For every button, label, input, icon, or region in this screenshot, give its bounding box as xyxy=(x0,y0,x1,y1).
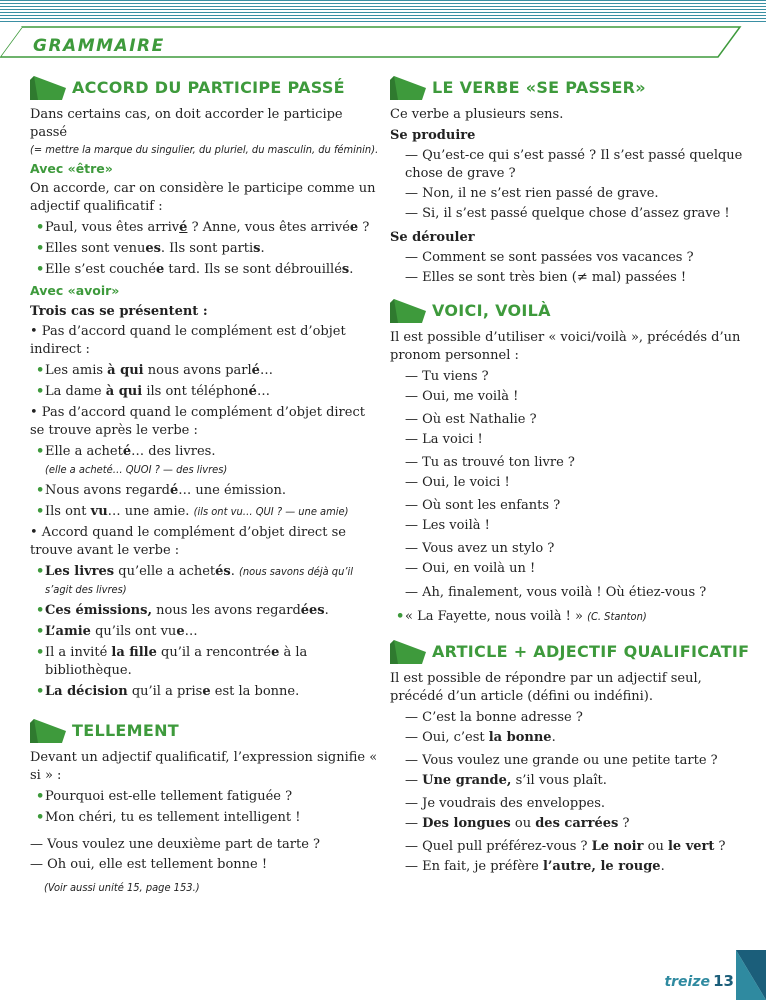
list-item: • Mon chéri, tu es tellement intelligent ! xyxy=(36,810,301,825)
subheading: Avec «être» xyxy=(30,161,113,176)
dialog-pair: — Où est Nathalie ? — La voici ! xyxy=(405,412,537,447)
section-header-article xyxy=(390,640,750,664)
dialog-line: — Si, il s’est passé quelque chose d’assez grave ! xyxy=(405,206,730,221)
paragraph: Ce verbe a plusieurs sens. xyxy=(390,107,564,122)
list-item: • Les amis à qui nous avons parlé… xyxy=(36,363,273,378)
subheading-bold: Se dérouler xyxy=(390,230,475,245)
paragraph: Il est possible d’utiliser « voici/voilà », précédés d’un pronom personnel : xyxy=(390,330,741,363)
list-item: • Il a invité la fille qu’il a rencontrée à la bibliothèque. xyxy=(36,645,308,678)
page-footer xyxy=(646,930,766,1000)
dialog-pair: — Tu as trouvé ton livre ? — Oui, le voici ! xyxy=(405,455,575,490)
dialog-line: — Oh oui, elle est tellement bonne ! xyxy=(30,857,268,872)
dialog-line: — Comment se sont passées vos vacances ? xyxy=(405,250,694,265)
green-flag-icon xyxy=(390,299,426,323)
section-title: TELLEMENT xyxy=(72,721,180,740)
section-header-tellement xyxy=(30,719,380,743)
dialog-line: — Qu’est-ce qui s’est passé ? Il s’est passé quelque chose de grave ? xyxy=(405,148,743,181)
section-title: VOICI, VOILÀ xyxy=(432,301,551,320)
page-title: GRAMMAIRE xyxy=(33,36,165,56)
section-title: LE VERBE «SE PASSER» xyxy=(432,78,646,97)
left-column xyxy=(30,74,380,895)
dialog-pair: — Tu viens ? — Oui, me voilà ! xyxy=(405,369,519,404)
dialog-pair: — Où sont les enfants ? — Les voilà ! xyxy=(405,498,561,533)
section-title: ARTICLE + ADJECTIF QUALIFICATIF xyxy=(432,642,750,661)
list-item: • Nous avons regardé… une émission. xyxy=(36,483,286,498)
subheading: Avec «avoir» xyxy=(30,283,120,298)
list-item: • Elle s’est couchée tard. Ils se sont débrouillés. xyxy=(36,262,354,277)
dialog-line: — Non, il ne s’est rien passé de grave. xyxy=(405,186,659,201)
paragraph: Il est possible de répondre par un adjectif seul, précédé d’un article (défini ou indéfini). xyxy=(390,671,702,704)
dialog-line: — Ah, finalement, vous voilà ! Où étiez-vous ? xyxy=(405,585,707,600)
dialog-pair: — Vous avez un stylo ? — Oui, en voilà un ! xyxy=(405,541,555,576)
corner-triangle-icon xyxy=(736,950,766,1000)
list-item: • Ces émissions, nous les avons regardées. xyxy=(36,603,329,618)
note: (Voir aussi unité 15, page 153.) xyxy=(44,881,200,894)
paragraph: • Pas d’accord quand le complément est d’objet indirect : xyxy=(30,324,346,357)
paragraph: • Pas d’accord quand le complément d’objet direct se trouve après le verbe : xyxy=(30,405,365,438)
list-item: • Ils ont vu… une amie. (ils ont vu… QUI ? — une amie) xyxy=(36,504,349,519)
section-header-passer xyxy=(390,76,750,100)
paragraph: Devant un adjectif qualificatif, l’expression signifie « si » : xyxy=(30,750,378,783)
list-item: • Pourquoi est-elle tellement fatiguée ? xyxy=(36,789,293,804)
subheading-bold: Se produire xyxy=(390,128,476,143)
page-number-word: treize xyxy=(664,974,710,990)
list-item: • L’amie qu’ils ont vue… xyxy=(36,624,198,639)
dialog-pair: — Quel pull préférez-vous ? Le noir ou le vert ? — En fait, je préfère l’autre, le rouge. xyxy=(405,839,726,874)
paragraph: • Accord quand le complément d’objet direct se trouve avant le verbe : xyxy=(30,525,346,558)
note: (= mettre la marque du singulier, du pluriel, du masculin, du féminin). xyxy=(30,143,379,156)
section-header-voici xyxy=(390,299,750,323)
paragraph: Dans certains cas, on doit accorder le participe passé xyxy=(30,107,343,140)
section-title: ACCORD DU PARTICIPE PASSÉ xyxy=(72,78,345,97)
header-stripes xyxy=(0,0,766,24)
green-flag-icon xyxy=(30,719,66,743)
dialog-pair: — Vous voulez une grande ou une petite tarte ? — Une grande, s’il vous plaît. xyxy=(405,753,718,788)
right-column xyxy=(390,74,750,878)
dialog-pair: — C’est la bonne adresse ? — Oui, c’est la bonne. xyxy=(405,710,583,745)
paragraph: On accorde, car on considère le participe comme un adjectif qualificatif : xyxy=(30,181,376,214)
dialog-line: — Elles se sont très bien (≠ mal) passées ! xyxy=(405,270,687,285)
green-flag-icon xyxy=(30,76,66,100)
list-item: • « La Fayette, nous voilà ! » (C. Stanton) xyxy=(396,609,647,624)
list-item: • Les livres qu’elle a achetés. (nous savons déjà qu’il s’agit des livres) xyxy=(36,564,353,596)
green-flag-icon xyxy=(390,76,426,100)
list-item: • Paul, vous êtes arrivé ? Anne, vous êtes arrivée ? xyxy=(36,220,370,235)
section-header-accord xyxy=(30,76,380,100)
page-number: 13 xyxy=(713,972,734,990)
list-item: • La dame à qui ils ont téléphoné… xyxy=(36,384,270,399)
dialog-line: — Vous voulez une deuxième part de tarte ? xyxy=(30,837,320,852)
list-item: • Elle a acheté… des livres. (elle a acheté… QUOI ? — des livres) xyxy=(36,444,228,476)
dialog-pair: — Je voudrais des enveloppes. — Des longues ou des carrées ? xyxy=(405,796,630,831)
list-item: • Elles sont venues. Ils sont partis. xyxy=(36,241,265,256)
green-flag-icon xyxy=(390,640,426,664)
list-item: • La décision qu’il a prise est la bonne. xyxy=(36,684,300,699)
subheading-bold: Trois cas se présentent : xyxy=(30,304,208,319)
